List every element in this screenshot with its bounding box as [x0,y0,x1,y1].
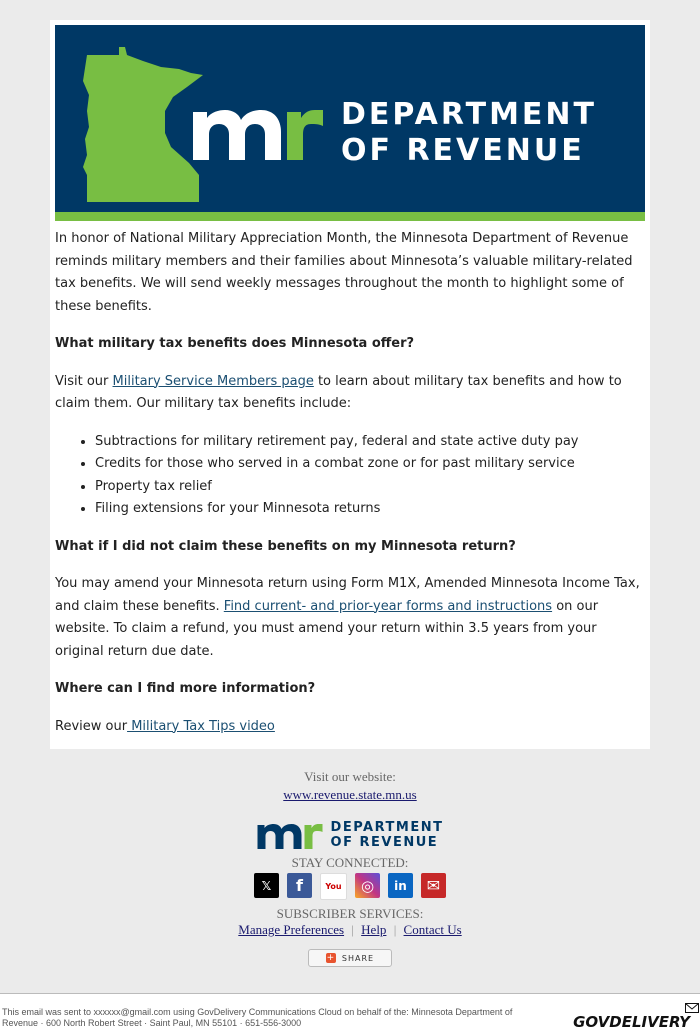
instagram-icon[interactable]: ◎ [355,873,380,898]
contact-us-link[interactable]: Contact Us [403,922,462,937]
youtube-icon[interactable]: You [320,873,347,900]
website-link[interactable]: www.revenue.state.mn.us [283,787,417,802]
facebook-icon[interactable]: f [287,873,312,898]
separator: | [393,922,397,937]
linkedin-icon[interactable]: in [388,873,413,898]
list-item: • Property tax relief [95,476,649,499]
heading-more-info: Where can I find more information? [55,681,316,696]
stay-connected-label: STAY CONNECTED: [291,855,409,870]
email-body [55,228,649,753]
minnesota-state-icon [79,47,203,202]
sent-notice [2,1007,582,1029]
list-item: • Subtractions for military retirement pay, federal and state active duty pay [95,431,649,454]
govdelivery-logo: GOVDELIVERY [573,1013,690,1031]
mn-logo-icon [193,104,323,160]
forms-instructions-link[interactable]: Find current- and prior-year forms and instructions [223,598,553,614]
x-icon[interactable]: 𝕏 [254,873,279,898]
visit-website-label: Visit our website: [304,769,396,784]
separator: | [351,922,354,937]
sent-notice-line2: Revenue · 600 North Robert Street · Saint Paul, MN 55101 · 651-556-3000 [2,1018,302,1028]
list-item: • Filing extensions for your Minnesota returns [95,498,649,521]
visit-paragraph [55,371,649,416]
dept-line1: DEPARTMENT [341,97,597,132]
dept-line2: OF REVENUE [341,133,585,168]
subscriber-services-label: SUBSCRIBER SERVICES: [276,906,424,921]
heading-benefits: What military tax benefits does Minnesota offer? [55,336,415,351]
footer [0,768,700,967]
footer-logo [0,820,700,850]
email-card [50,20,650,749]
amend-post: on our website. To claim a refund, you must amend your return within 3.5 years from your original return due date. [55,598,599,659]
visit-post: to learn about military tax benefits and how to claim them. Our military tax benefits include: [55,373,622,411]
footer-mn-logo-icon [257,821,323,849]
sent-notice-line1: This email was sent to xxxxxx@gmail.com using GovDelivery Communications Cloud on behalf of the: Minnesota Department of [2,1007,513,1017]
military-service-members-link[interactable]: Military Service Members page [112,373,314,389]
footer-dept-line2: OF REVENUE [330,835,439,850]
benefits-list [55,431,649,521]
banner-green-stripe [55,212,645,221]
share-label: SHARE [341,953,375,963]
header-banner [55,25,645,212]
footer-dept-title [331,820,444,850]
footer-dept-line1: DEPARTMENT [330,820,444,835]
heading-amend: What if I did not claim these benefits on my Minnesota return? [55,538,516,554]
plus-icon: + [326,953,336,963]
amend-paragraph [55,573,649,663]
email-icon[interactable]: ✉ [421,873,446,898]
list-item: • Credits for those who served in a combat zone or for past military service [95,453,649,476]
military-tax-tips-video-link[interactable]: Military Tax Tips video [127,718,275,734]
manage-preferences-link[interactable]: Manage Preferences [238,922,345,937]
intro-paragraph: In honor of National Military Appreciation Month, the Minnesota Department of Revenue reminds military members and their families about Minnesota’s valuable military-related tax benefits. We will send weekly messages throughout the month to highlight some of these benefits. [55,231,633,314]
review-pre: Review our [55,718,128,734]
help-link[interactable]: Help [361,922,387,937]
social-icons [0,873,700,900]
amend-pre: You may amend your Minnesota return using Form M1X, Amended Minnesota Income Tax, and claim these benefits. [55,576,640,614]
share-button[interactable] [308,949,392,967]
govdelivery-envelope-icon [685,1003,699,1013]
visit-pre: Visit our [55,373,113,389]
bottom-bar [0,993,700,1035]
department-of-revenue-title [341,97,597,169]
review-paragraph [55,716,649,739]
subscriber-links [0,922,700,938]
